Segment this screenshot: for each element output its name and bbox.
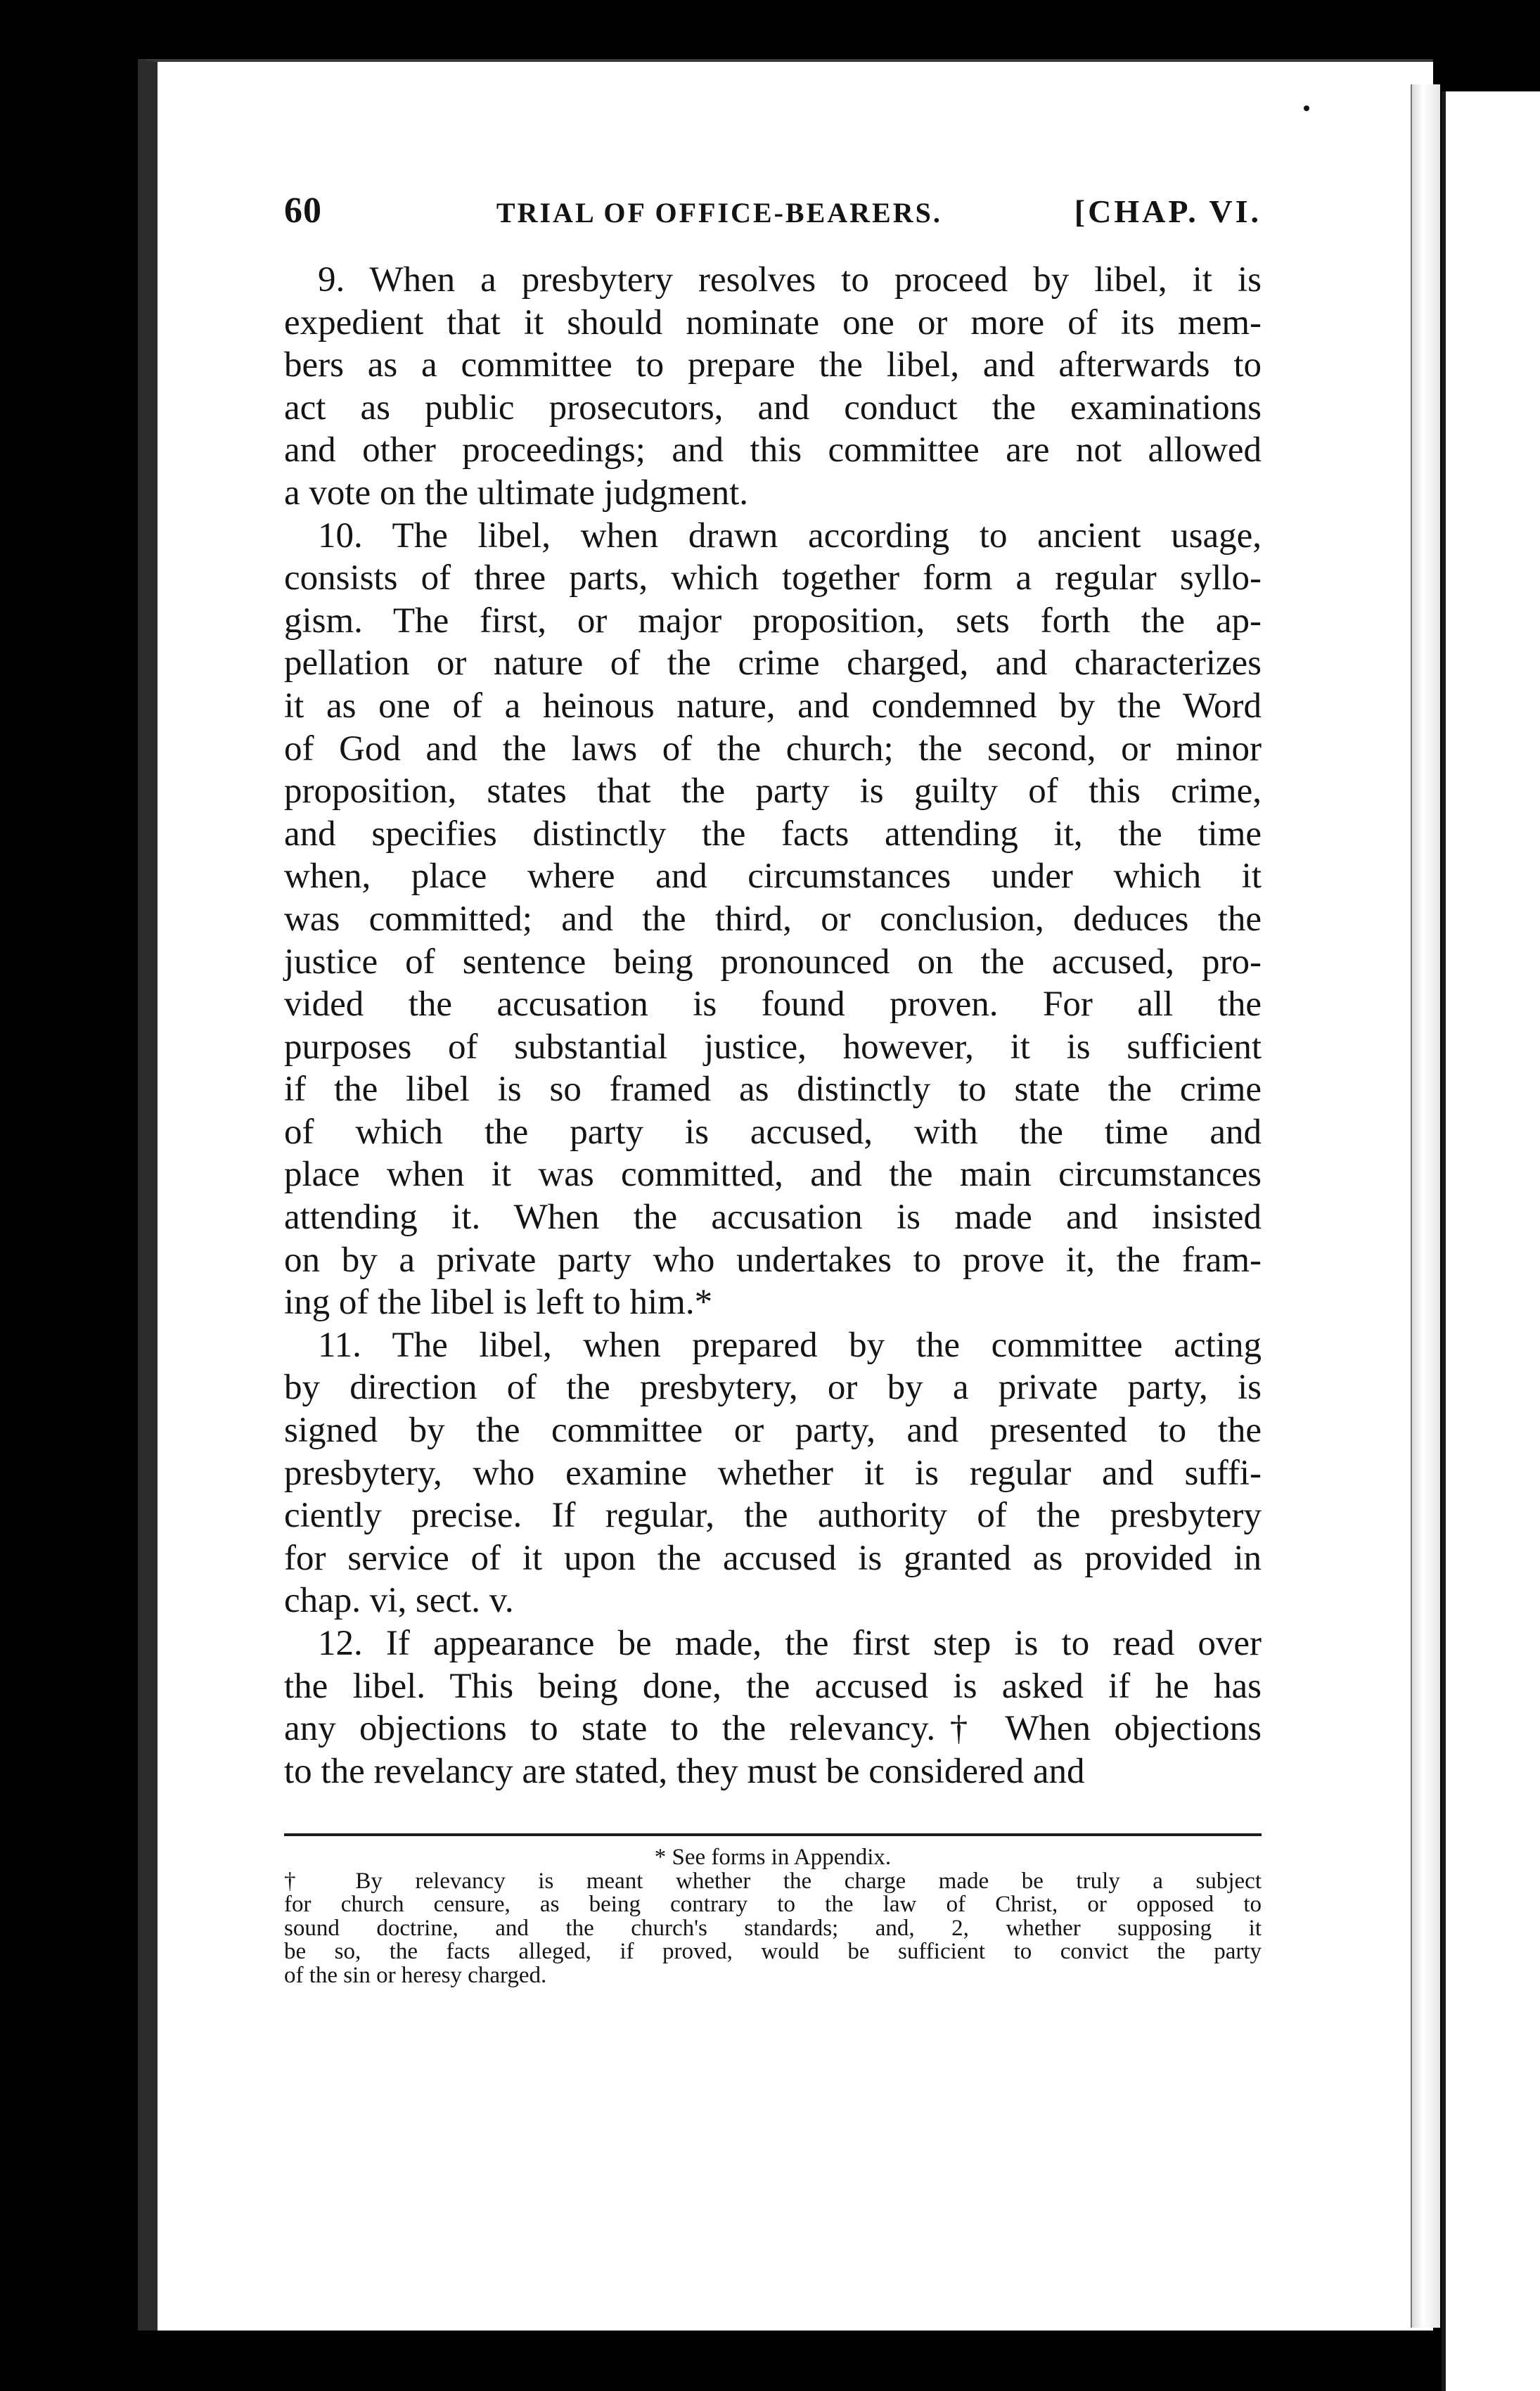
text-line: if the libel is so framed as distinctly to state the crime (284, 1070, 1262, 1110)
footnote-rule (284, 1833, 1262, 1836)
text-line: proposition, states that the party is guilty of this crime, (284, 771, 1262, 812)
text-line: the libel. This being done, the accused is asked if he has (284, 1666, 1262, 1706)
text-line: ing of the libel is left to him.* (284, 1283, 713, 1323)
text-line: presbytery, who examine whether it is regular and suffi- (284, 1453, 1262, 1493)
page-gutter (1411, 84, 1440, 2328)
text-line: gism. The first, or major proposition, sets forth the ap- (284, 601, 1262, 641)
text-line: purposes of substantial justice, however, it is sufficient (284, 1027, 1262, 1067)
running-head (284, 190, 1262, 249)
text-line: of God and the laws of the church; the second, or minor (284, 729, 1262, 769)
text-line: justice of sentence being pronounced on the accused, pro- (284, 942, 1262, 982)
footnote-line: † By relevancy is meant whether the charge made be truly a subject (284, 1868, 1262, 1894)
text-line: to the revelancy are stated, they must be considered and (284, 1751, 1085, 1791)
text-line: chap. vi, sect. v. (284, 1581, 514, 1621)
text-line: 12. If appearance be made, the first step is to read over (318, 1624, 1262, 1663)
text-line: a vote on the ultimate judgment. (284, 473, 749, 513)
text-line: expedient that it should nominate one or more of its mem- (284, 302, 1262, 342)
footnote-line: of the sin or heresy charged. (284, 1962, 547, 1988)
text-line: attending it. When the accusation is made and insisted (284, 1198, 1262, 1238)
page-number: 60 (284, 191, 322, 231)
footnote-line: for church censure, as being contrary to the law of Christ, or opposed to (284, 1892, 1262, 1918)
text-line: consists of three parts, which together form a regular syllo- (284, 558, 1262, 598)
text-line: it as one of a heinous nature, and condemned by the Word (284, 686, 1262, 726)
text-line: and specifies distinctly the facts attending it, the time (284, 814, 1262, 854)
text-line: by direction of the presbytery, or by a private party, is (284, 1368, 1262, 1408)
chapter-marker: [CHAP. VI. (1074, 193, 1262, 229)
ink-speck (1304, 105, 1309, 111)
footnote-line: sound doctrine, and the church's standards; and, 2, whether supposing it (284, 1915, 1262, 1941)
body-text (284, 259, 1262, 1793)
text-line: any objections to state to the relevancy.† When objections (284, 1709, 1262, 1749)
text-line: act as public prosecutors, and conduct the examinations (284, 387, 1262, 428)
text-line: vided the accusation is found proven. For all the (284, 985, 1262, 1025)
text-line: for service of it upon the accused is granted as provided in (284, 1538, 1262, 1578)
running-title: TRIAL OF OFFICE-BEARERS. (496, 197, 942, 229)
text-line: 10. The libel, when drawn according to ancient usage, (318, 515, 1262, 556)
text-line: on by a private party who undertakes to prove it, the fram- (284, 1240, 1262, 1280)
footnote-line: be so, the facts alleged, if proved, would be sufficient to convict the party (284, 1939, 1262, 1965)
text-line: of which the party is accused, with the time and (284, 1112, 1262, 1152)
text-line: was committed; and the third, or conclusion, deduces the (284, 899, 1262, 939)
facing-page-edge (1442, 91, 1540, 2391)
text-line: bers as a committee to prepare the libel, and afterwards to (284, 345, 1262, 385)
text-line: 9. When a presbytery resolves to proceed by libel, it is (318, 260, 1262, 300)
text-line: when, place where and circumstances under which it (284, 857, 1262, 897)
footnote-line: * See forms in Appendix. (654, 1845, 892, 1871)
text-line: ciently precise. If regular, the authority of the presbytery (284, 1496, 1262, 1536)
text-line: and other proceedings; and this committee are not allowed (284, 430, 1262, 470)
text-line: place when it was committed, and the main circumstances (284, 1155, 1262, 1195)
page-text (284, 190, 1262, 1987)
text-line: pellation or nature of the crime charged, and characterizes (284, 643, 1262, 684)
footnotes (284, 1846, 1262, 1987)
text-line: 11. The libel, when prepared by the committee acting (318, 1325, 1262, 1365)
text-line: signed by the committee or party, and presented to the (284, 1411, 1262, 1451)
